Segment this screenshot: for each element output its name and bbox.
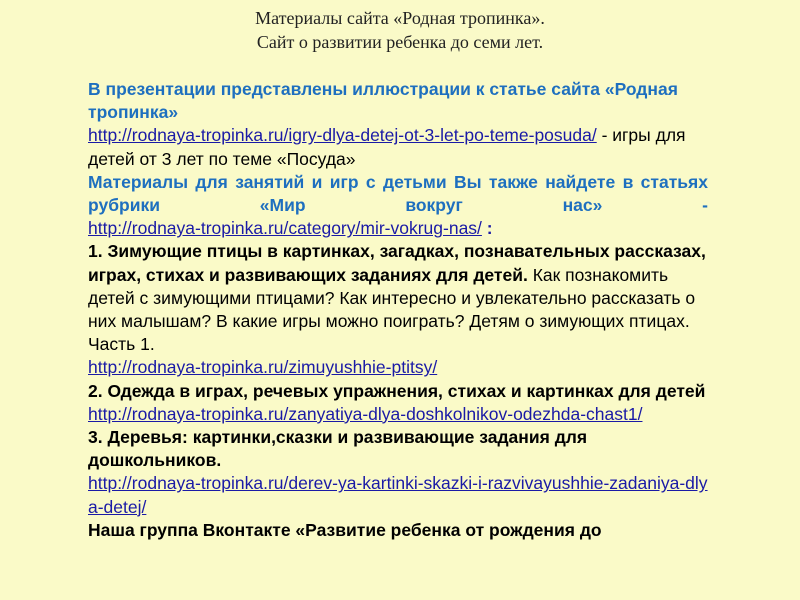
intro-paragraph — [88, 78, 708, 171]
intro-text: В презентации представлены иллюстрации к статье сайта «Родная тропинка» — [88, 79, 678, 123]
materials-link[interactable]: http://rodnaya-tropinka.ru/category/mir-vokrug-nas/ — [88, 218, 482, 239]
materials-link-line — [88, 217, 708, 240]
list-item — [88, 380, 708, 426]
header-title: Материалы сайта «Родная тропинка». — [255, 8, 545, 28]
item-link[interactable]: http://rodnaya-tropinka.ru/derev-ya-kartinki-skazki-i-razvivayushhie-zadaniya-dlya-detej/ — [88, 473, 708, 517]
item-description: Как познакомить детей с зимующими птицами? Как интересно и увлекательно рассказать о них малышам? В какие игры можно поиграть? Детям о зимующих птицах. Часть 1. — [88, 264, 696, 355]
list-item — [88, 426, 708, 519]
site-header — [0, 6, 800, 54]
header-subtitle: Сайт о развитии ребенка до семи лет. — [256, 32, 544, 52]
intro-link[interactable]: http://rodnaya-tropinka.ru/igry-dlya-detej-ot-3-let-po-teme-posuda/ — [88, 125, 597, 146]
item-title: 1. Зимующие птицы в картинках, загадках, познавательных рассказах, играх, стихах и развивающих заданиях для детей. — [88, 241, 706, 285]
footer-text: Наша группа Вконтакте «Развитие ребенка от рождения до — [88, 519, 602, 540]
item-link[interactable]: http://rodnaya-tropinka.ru/zanyatiya-dlya-doshkolnikov-odezhda-chast1/ — [88, 403, 643, 424]
materials-paragraph — [88, 171, 708, 217]
list-item — [88, 240, 708, 379]
materials-after-link: : — [481, 218, 493, 239]
intro-after-link: - игры для детей от 3 лет по теме «Посуда» — [88, 125, 686, 169]
item-title: 3. Деревья: картинки,сказки и развивающие задания для дошкольников. — [88, 427, 588, 471]
article-content — [88, 78, 708, 542]
item-link[interactable]: http://rodnaya-tropinka.ru/zimuyushhie-ptitsy/ — [88, 357, 438, 378]
item-title: 2. Одежда в играх, речевых упражнения, стихах и картинках для детей — [88, 380, 706, 401]
materials-text: Материалы для занятий и игр с детьми Вы также найдете в статьях рубрики «Мир вокруг нас» - — [88, 171, 708, 216]
footer-paragraph — [88, 519, 708, 542]
